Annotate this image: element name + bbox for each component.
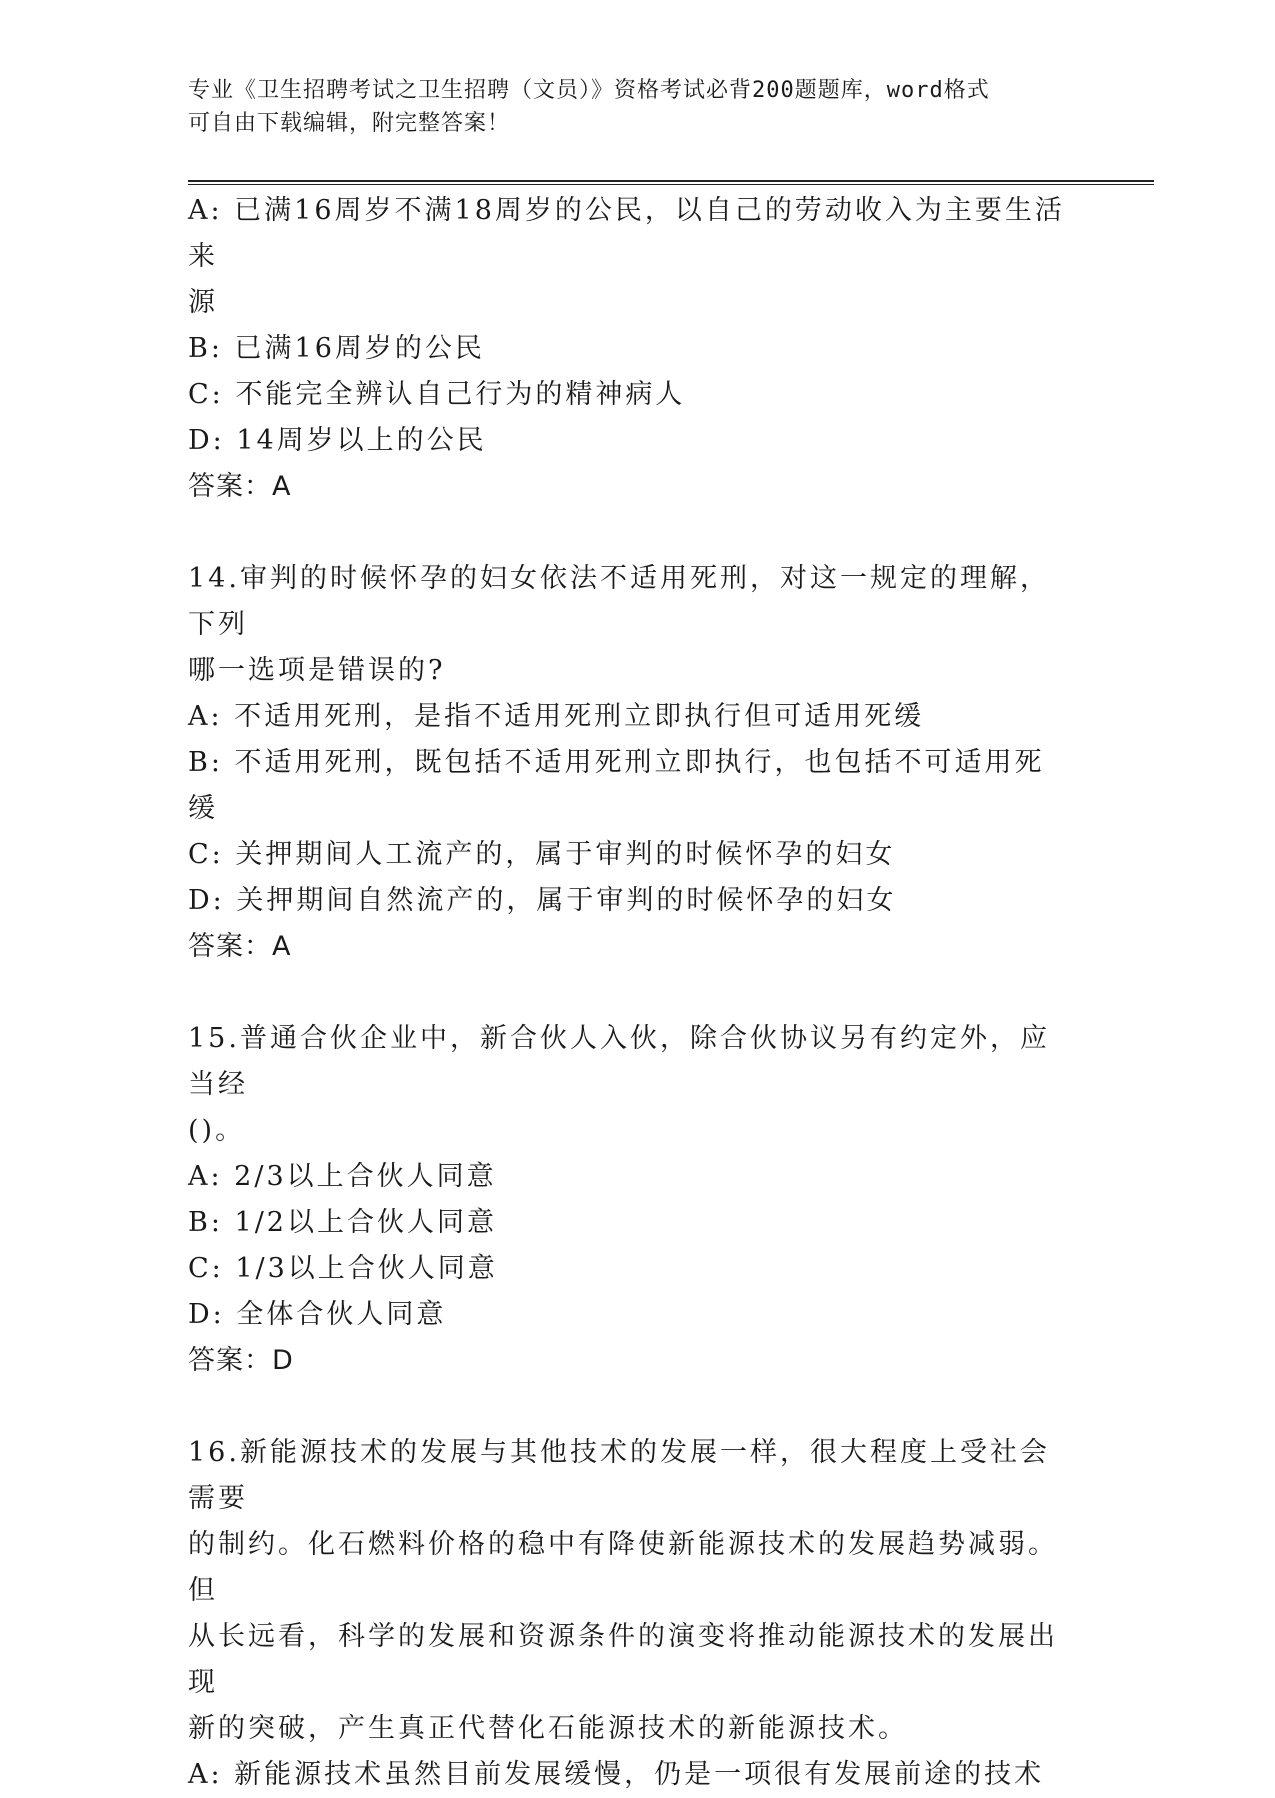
question-14: [188, 556, 1068, 970]
option-a: A: 不适用死刑，是指不适用死刑立即执行但可适用死缓: [188, 701, 925, 732]
option-d: D: 14周岁以上的公民: [188, 425, 487, 456]
option-c: C: 关押期间人工流产的，属于审判的时候怀孕的妇女: [188, 839, 896, 870]
option-d: D: 关押期间自然流产的，属于审判的时候怀孕的妇女: [188, 885, 897, 916]
header-title-line-2: 可自由下载编辑，附完整答案！: [188, 111, 511, 136]
option-c: C: 不能完全辨认自己行为的精神病人: [188, 379, 686, 410]
spacer: [188, 1384, 1068, 1430]
answer-label: 答案：D: [188, 1345, 294, 1376]
header-title-line-1: 专业《卫生招聘考试之卫生招聘（文员）》资格考试必背200题题库，word格式: [188, 78, 990, 103]
question-text-line-4: 新的突破，产生真正代替化石能源技术的新能源技术。: [188, 1713, 908, 1744]
question-13: [188, 188, 1068, 510]
answer-label: 答案：A: [188, 931, 292, 962]
question-text-line-2: ()。: [188, 1115, 246, 1146]
option-b: B: 1/2以上合伙人同意: [188, 1207, 497, 1238]
question-text-line-2: 的制约。化石燃料价格的稳中有降使新能源技术的发展趋势减弱。但: [188, 1529, 1058, 1606]
option-b: B: 不适用死刑，既包括不适用死刑立即执行，也包括不可适用死缓: [188, 747, 1045, 824]
option-a: A: 2/3以上合伙人同意: [188, 1161, 497, 1192]
option-a-line-1: A: 已满16周岁不满18周岁的公民，以自己的劳动收入为主要生活来: [188, 195, 1065, 272]
spacer: [188, 970, 1068, 1016]
option-a: A: 新能源技术虽然目前发展缓慢，仍是一项很有发展前途的技术: [188, 1759, 1045, 1790]
question-text-line-3: 从长远看，科学的发展和资源条件的演变将推动能源技术的发展出现: [188, 1621, 1058, 1698]
question-text-line-1: 14.审判的时候怀孕的妇女依法不适用死刑，对这一规定的理解，下列: [188, 563, 1050, 640]
question-text-line-1: 16.新能源技术的发展与其他技术的发展一样，很大程度上受社会需要: [188, 1437, 1050, 1514]
question-text-line-1: 15.普通合伙企业中，新合伙人入伙，除合伙协议另有约定外，应当经: [188, 1023, 1050, 1100]
answer-label: 答案：A: [188, 471, 292, 502]
header-divider: [188, 180, 1154, 185]
option-a-line-2: 源: [188, 287, 218, 318]
option-b: B: 已满16周岁的公民: [188, 333, 485, 364]
spacer: [188, 510, 1068, 556]
question-16: [188, 1430, 1068, 1798]
option-c: C: 1/3以上合伙人同意: [188, 1253, 498, 1284]
option-d: D: 全体合伙人同意: [188, 1299, 447, 1330]
question-list: [188, 188, 1068, 1798]
document-header: [188, 74, 1068, 140]
question-15: [188, 1016, 1068, 1384]
question-text-line-2: 哪一选项是错误的?: [188, 655, 446, 686]
